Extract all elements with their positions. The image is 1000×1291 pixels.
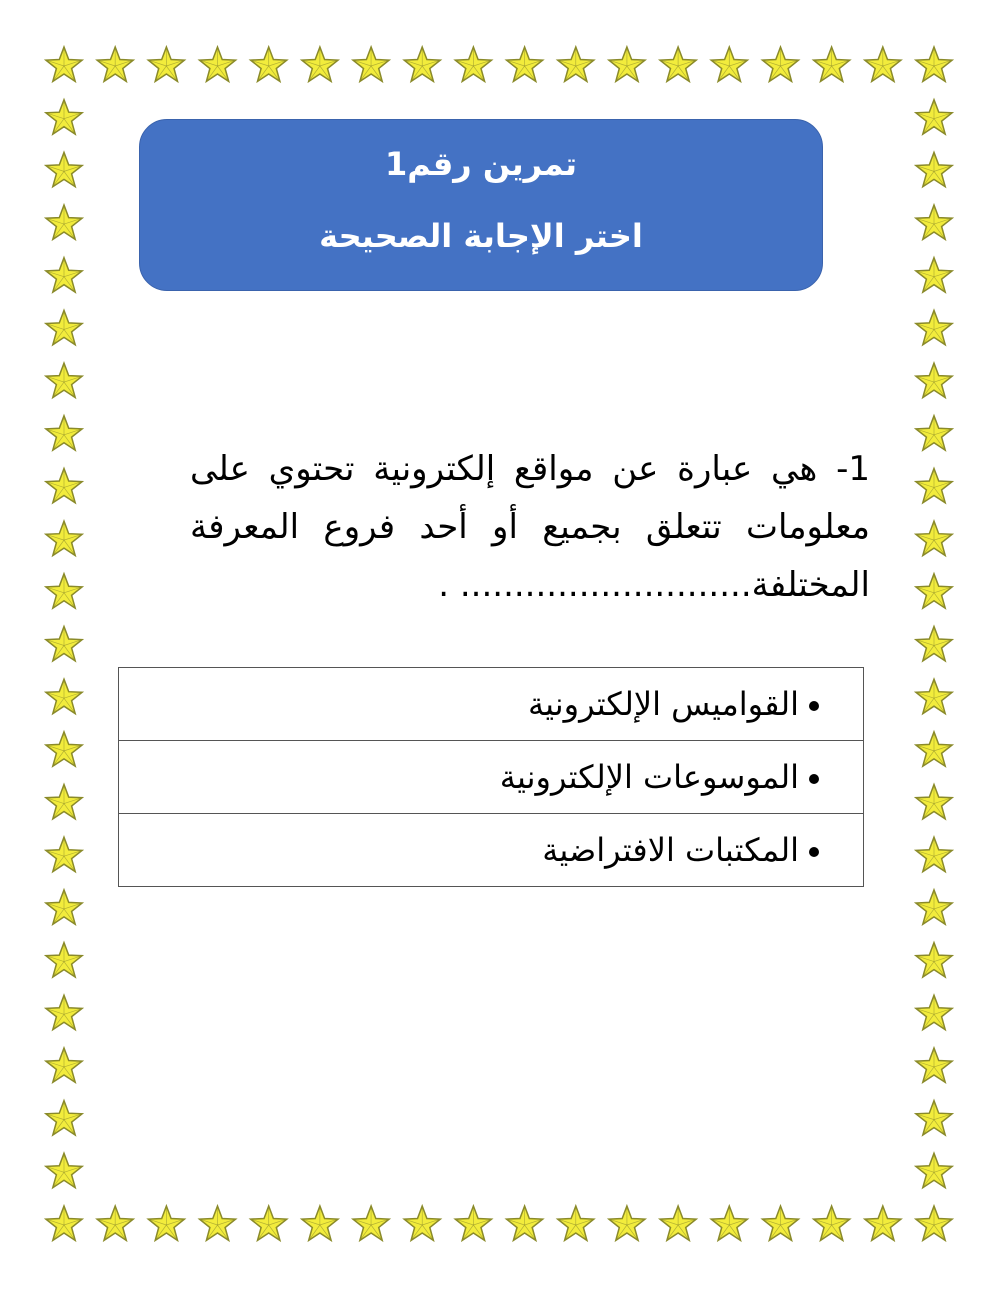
star-icon [916,47,952,81]
star-icon [46,47,82,81]
star-icon [711,47,747,81]
star-icon [46,837,82,871]
star-icon [916,258,952,292]
star-icon [916,1048,952,1082]
star-icon [916,205,952,239]
star-icon [404,1206,440,1240]
star-icon [97,47,133,81]
star-icon [916,679,952,713]
star-icon [46,1101,82,1135]
question-text: هي عبارة عن مواقع إلكترونية تحتوي على معلومات تتعلق بجميع أو أحد فروع المعرفة المختلفة........................... . [190,449,870,605]
star-icon [46,1048,82,1082]
star-icon [916,521,952,555]
star-icon [916,416,952,450]
star-icon [916,100,952,134]
bullet-icon [809,847,819,857]
star-icon [762,1206,798,1240]
star-icon [916,574,952,608]
star-icon [251,47,287,81]
star-icon [660,1206,696,1240]
star-icon [148,1206,184,1240]
star-icon [46,1206,82,1240]
star-icon [916,837,952,871]
star-icon [916,732,952,766]
star-icon [916,1101,952,1135]
star-icon [46,995,82,1029]
star-icon [353,1206,389,1240]
star-icon [46,100,82,134]
star-icon [302,1206,338,1240]
star-icon [46,732,82,766]
star-icon [46,627,82,661]
star-icon [46,521,82,555]
star-icon [916,943,952,977]
bullet-icon [809,701,819,711]
star-icon [200,47,236,81]
star-icon [251,1206,287,1240]
star-icon [916,995,952,1029]
star-icon [46,1153,82,1187]
star-icon [916,152,952,186]
star-icon [404,47,440,81]
question-1 [190,440,870,614]
star-icon [46,679,82,713]
star-icon [814,47,850,81]
star-icon [302,47,338,81]
star-icon [711,1206,747,1240]
star-icon [507,1206,543,1240]
instruction-text: اختر الإجابة الصحيحة [319,217,643,255]
star-icon [200,1206,236,1240]
star-icon [46,258,82,292]
bullet-icon [809,774,819,784]
star-icon [660,47,696,81]
star-icon [916,627,952,661]
star-icon [46,310,82,344]
star-icon [916,310,952,344]
star-icon [46,469,82,503]
answer-option-label: القواميس الإلكترونية [527,685,799,723]
answer-option-label: المكتبات الافتراضية [542,831,799,869]
star-icon [916,1206,952,1240]
exercise-title-box [139,119,823,291]
star-icon [916,785,952,819]
star-icon [455,47,491,81]
star-icon [46,943,82,977]
answer-option-label: الموسوعات الإلكترونية [499,758,799,796]
star-icon [865,47,901,81]
question-number: 1- [836,449,870,489]
star-icon [762,47,798,81]
star-icon [507,47,543,81]
star-icon [558,1206,594,1240]
star-icon [46,890,82,924]
star-icon [455,1206,491,1240]
star-icon [916,363,952,397]
star-icon [558,47,594,81]
answer-option[interactable] [119,668,864,741]
exercise-title: تمرين رقم1 [384,145,578,183]
star-icon [46,152,82,186]
star-icon [916,469,952,503]
star-icon [609,1206,645,1240]
star-icon [46,416,82,450]
answer-option[interactable] [119,741,864,814]
star-icon [46,785,82,819]
star-icon [609,47,645,81]
star-icon [148,47,184,81]
answer-option[interactable] [119,814,864,887]
answer-options-table [118,667,864,887]
star-icon [46,574,82,608]
star-icon [865,1206,901,1240]
star-icon [97,1206,133,1240]
star-icon [814,1206,850,1240]
star-icon [916,1153,952,1187]
star-icon [353,47,389,81]
star-icon [46,363,82,397]
star-icon [916,890,952,924]
star-icon [46,205,82,239]
